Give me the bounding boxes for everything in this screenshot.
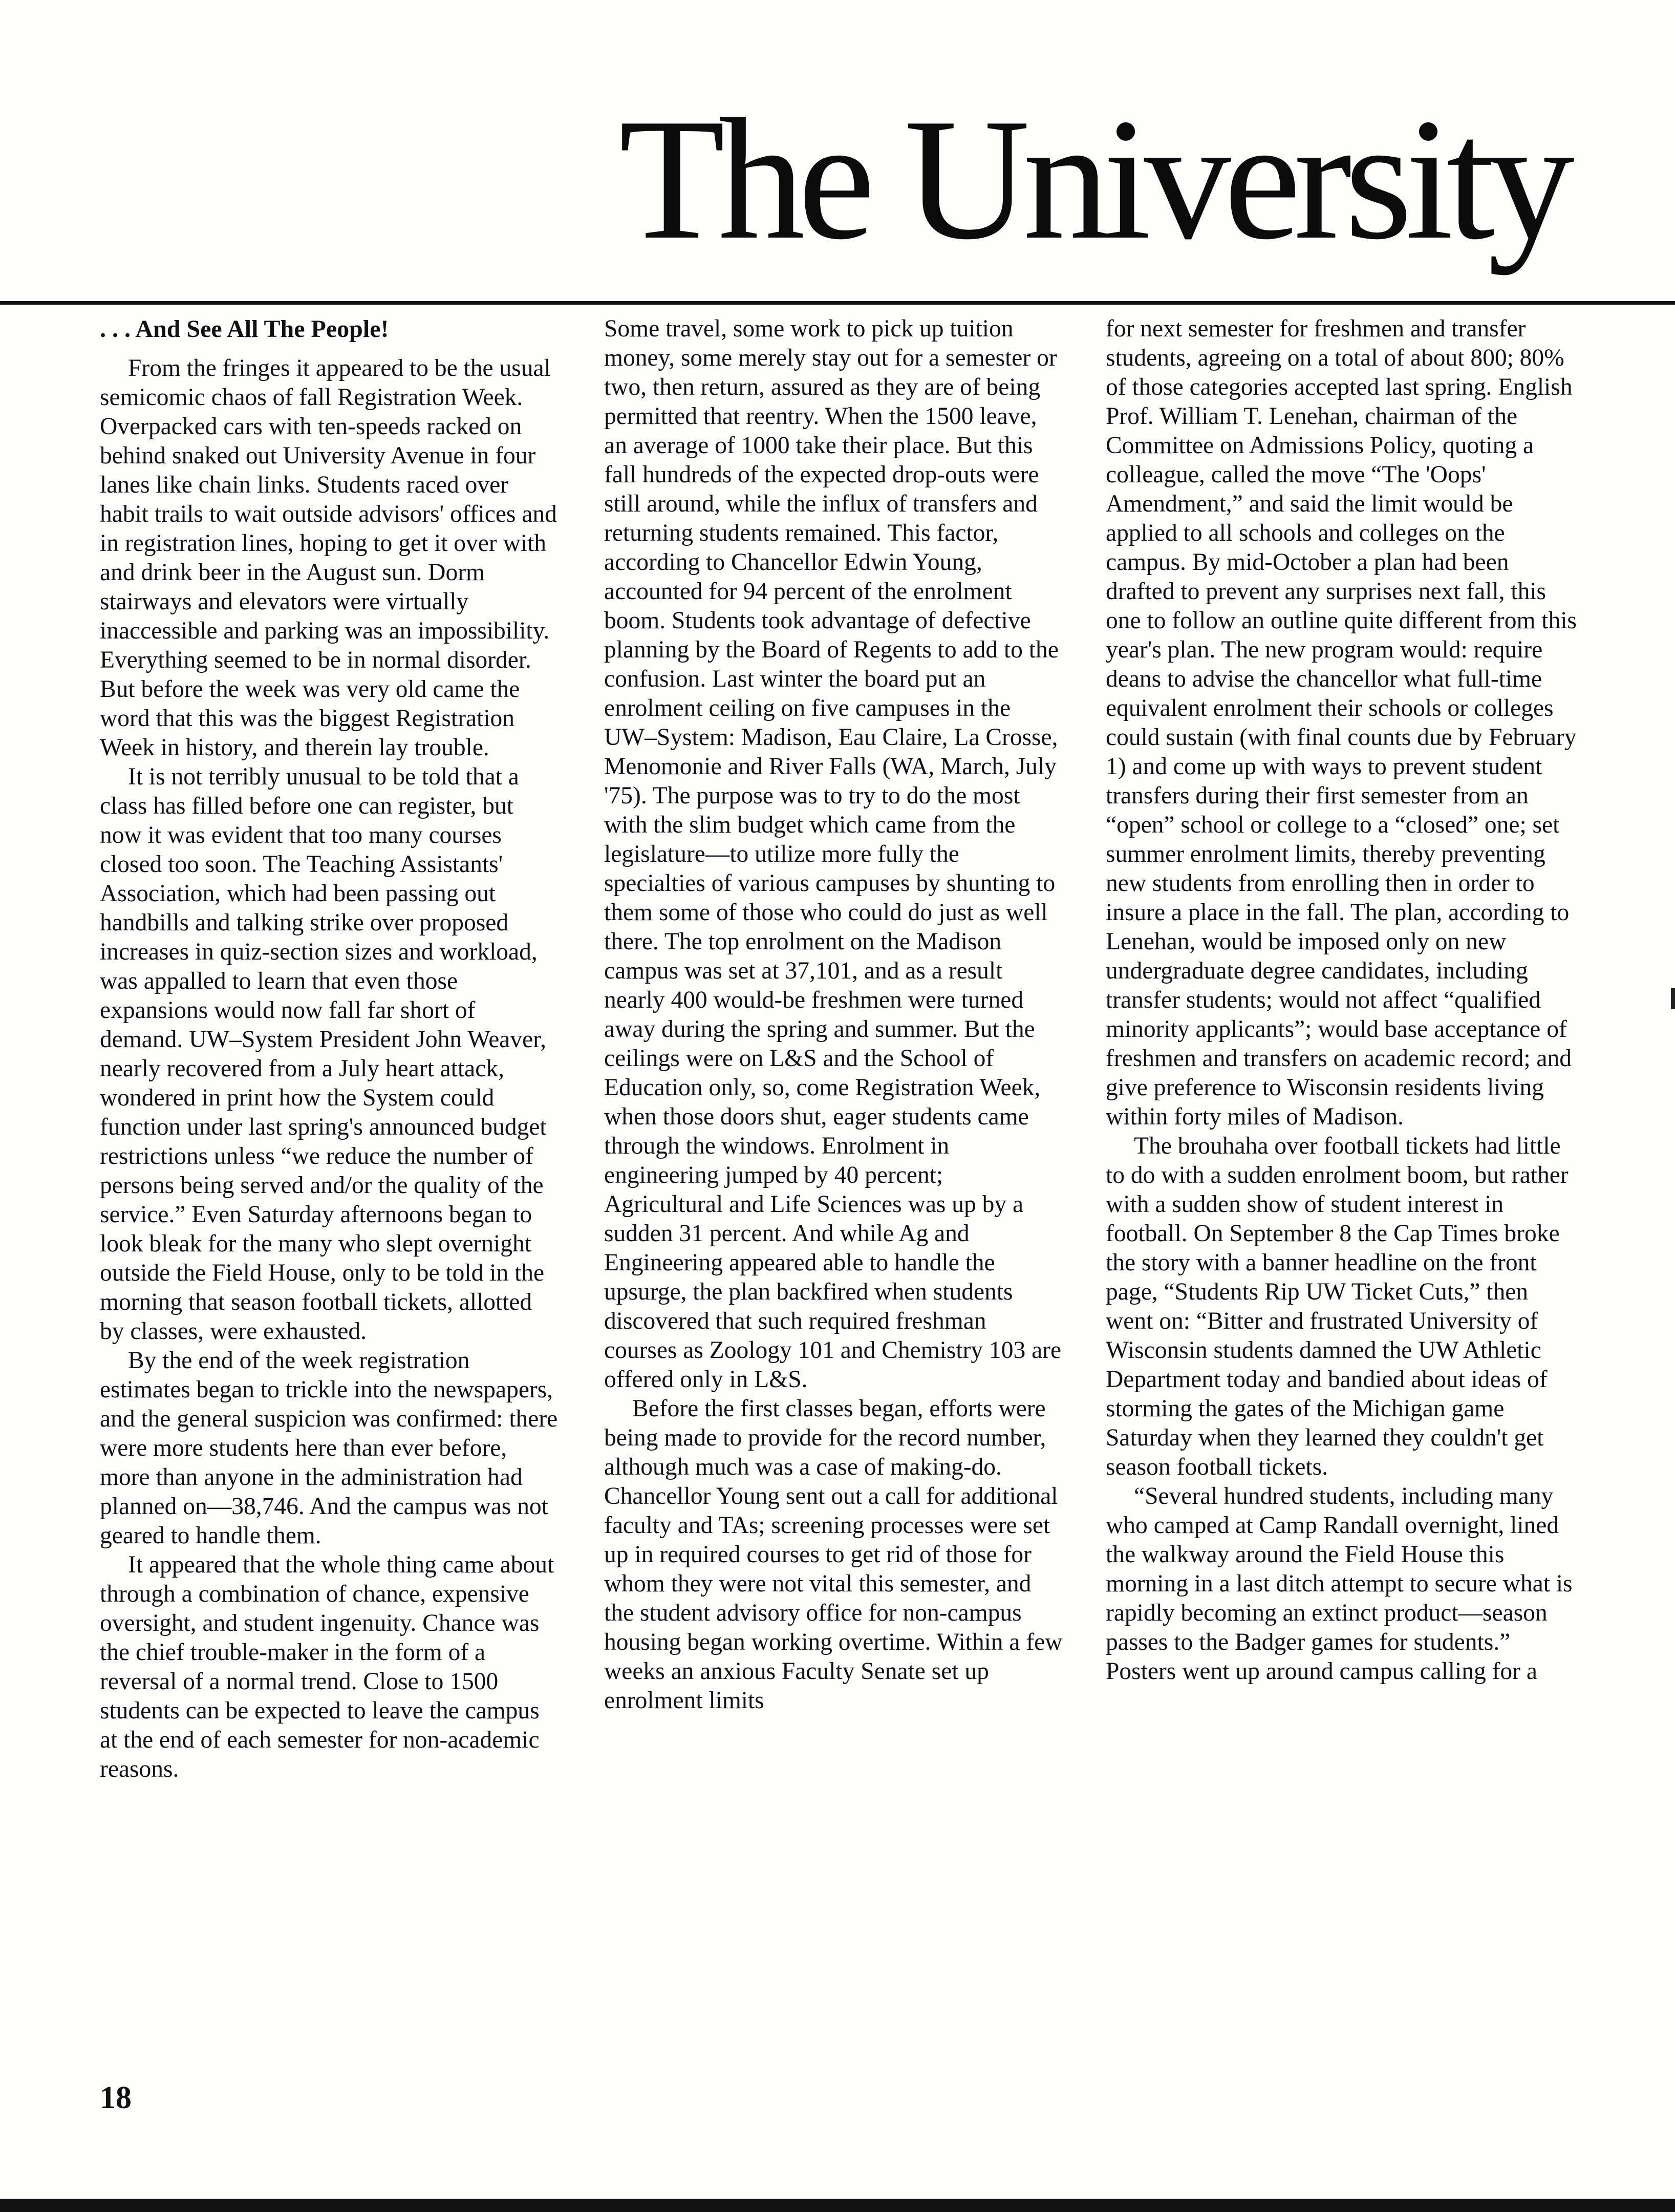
paragraph: It appeared that the whole thing came about through a combination of chance, expensive oversight, and student ingenuity. Chance was the chief trouble-maker in the form of a reversal of a normal trend. Close to 1500 students can be expected to leave the campus at the end of each semester for non-academic reasons. bbox=[100, 1551, 554, 1782]
paragraph: From the fringes it appeared to be the usual semicomic chaos of fall Registration Week. Overpacked cars with ten-speeds racked on behind snaked out University Avenue in four lanes like chain links. Students raced over habit trails to wait outside advisors' offices and in registration lines, hoping to get it over with and drink beer in the August sun. Dorm stairways and elevators were virtually inaccessible and parking was an impossibility. Everything seemed to be in normal disorder. But before the week was very old came the word that this was the biggest Registration Week in history, and therein lay trouble. bbox=[100, 355, 557, 761]
article-heading: . . . And See All The People! bbox=[100, 315, 389, 343]
header-rule bbox=[0, 301, 1675, 305]
column-3 bbox=[1106, 314, 1577, 1686]
paragraph: The brouhaha over football tickets had little to do with a sudden enrolment boom, but rather with a sudden show of student interest in football. On September 8 the Cap Times broke the story with a banner headline on the front page, “Students Rip UW Ticket Cuts,” then went on: “Bitter and frustrated University of Wisconsin students damned the UW Athletic Department today and bandied about ideas of storming the gates of the Michigan game Saturday when they learned they couldn't get season football tickets. bbox=[1106, 1133, 1569, 1480]
paragraph: Before the first classes began, efforts were being made to provide for the record number, although much was a case of making-do. Chancellor Young sent out a call for additional faculty and TAs; screening processes were set up in required courses to get rid of those for whom they were not vital this semester, and the student advisory office for non-campus housing began working overtime. Within a few weeks an anxious Faculty Senate set up enrolment limits bbox=[604, 1395, 1063, 1714]
page-number: 18 bbox=[100, 2080, 132, 2115]
column-2 bbox=[604, 314, 1065, 1715]
paragraph: Some travel, some work to pick up tuition money, some merely stay out for a semester or two, then return, assured as they are of being permitted that reentry. When the 1500 leave, an average of 1000 take their place. But this fall hundreds of the expected drop-outs were still around, while the influx of transfers and returning students remained. This factor, according to Chancellor Edwin Young, accounted for 94 percent of the enrolment boom. Students took advantage of defective planning by the Board of Regents to add to the confusion. Last winter the board put an enrolment ceiling on five campuses in the UW–System: Madison, Eau Claire, La Crosse, Menomonie and River Falls (WA, March, July '75). The purpose was to try to do the most with the slim budget which came from the legislature—to utilize more fully the specialties of various campuses by shunting to them some of those who could do just as well there. The top enrolment on the Madison campus was set at 37,101, and as a result nearly 400 would-be freshmen were turned away during the spring and summer. But the ceilings were on L&S and the School of Education only, so, come Registration Week, when those doors shut, eager students came through the windows. Enrolment in engineering jumped by 40 percent; Agricultural and Life Sciences was up by a sudden 31 percent. And while Ag and Engineering appeared able to handle the upsurge, the plan backfired when students discovered that such required freshman courses as Zoology 101 and Chemistry 103 are offered only in L&S. bbox=[604, 315, 1062, 1393]
paragraph: By the end of the week registration estimates began to trickle into the newspapers, and the general suspicion was confirmed: there were more students here than ever before, more than anyone in the administration had planned on—38,746. And the campus was not geared to handle them. bbox=[100, 1347, 558, 1549]
scan-bottom-edge bbox=[0, 2199, 1675, 2212]
scan-edge-mark bbox=[1671, 988, 1675, 1009]
paragraph: It is not terribly unusual to be told that a class has filled before one can register, but now it was evident that too many courses closed too soon. The Teaching Assistants' Association, which had been passing out handbills and talking strike over proposed increases in quiz-section sizes and workload, was appalled to learn that even those expansions would now fall far short of demand. UW–System President John Weaver, nearly recovered from a July heart attack, wondered in print how the System could function under last spring's announced budget restrictions unless “we reduce the number of persons being served and/or the quality of the service.” Even Saturday afternoons began to look bleak for the many who slept overnight outside the Field House, only to be told in the morning that season football tickets, allotted by classes, were exhausted. bbox=[100, 763, 547, 1345]
paragraph: “Several hundred students, including many who camped at Camp Randall overnight, lined the walkway around the Field House this morning in a last ditch attempt to secure what is rapidly becoming an extinct product—season passes to the Badger games for students.” Posters went up around campus calling for a bbox=[1106, 1483, 1573, 1685]
masthead-title: The University bbox=[619, 82, 1567, 275]
paragraph: for next semester for freshmen and transfer students, agreeing on a total of about 800; 80% of those categories accepted last spring. English Prof. William T. Lenehan, chairman of the Committee on Admissions Policy, quoting a colleague, called the move “The 'Oops' Amendment,” and said the limit would be applied to all schools and colleges on the campus. By mid-October a plan had been drafted to prevent any surprises next fall, this one to follow an outline quite different from this year's plan. The new program would: require deans to advise the chancellor what full-time equivalent enrolment their schools or colleges could sustain (with final counts due by February 1) and come up with ways to prevent student transfers during their first semester from an “open” school or college to a “closed” one; set summer enrolment limits, thereby preventing new students from enrolling then in order to insure a place in the fall. The plan, according to Lenehan, would be imposed only on new undergraduate degree candidates, including transfer students; would not affect “qualified minority applicants”; would base acceptance of freshmen and transfers on academic record; and give preference to Wisconsin residents living within forty miles of Madison. bbox=[1106, 315, 1577, 1130]
column-1 bbox=[100, 314, 561, 1784]
